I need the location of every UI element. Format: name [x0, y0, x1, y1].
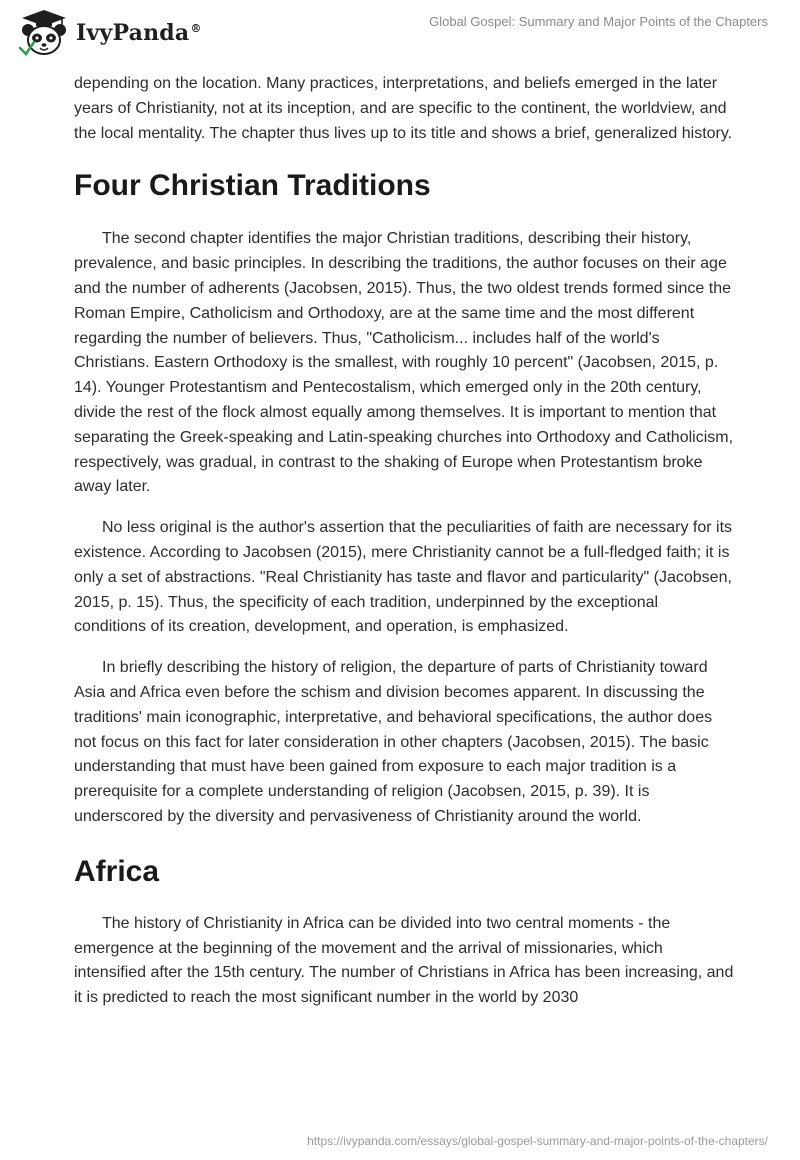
brand-name	[76, 20, 202, 46]
trademark-symbol: ®	[190, 21, 202, 35]
intro-paragraph: depending on the location. Many practices, interpretations, and beliefs emerged in the later years of Christianity, not at its inception, and are specific to the continent, the worldview, and the local mentality. The chapter thus lives up to its title and shows a brief, generalized history.	[74, 75, 733, 142]
document-title: Global Gospel: Summary and Major Points of the Chapters	[429, 14, 768, 29]
paragraph: In briefly describing the history of religion, the departure of parts of Christianity toward Asia and Africa even before the schism and division becomes apparent. In discussing the traditions' main iconographic, interpretative, and behavioral specifications, the author does not focus on this fact for later consideration in other chapters (Jacobsen, 2015). The basic understanding that must have been gained from exposure to each major tradition is a prerequisite for a complete understanding of religion (Jacobsen, 2015, p. 39). It is underscored by the diversity and pervasiveness of Christianity around the world.	[74, 659, 713, 825]
paragraph: The second chapter identifies the major Christian traditions, describing their history, prevalence, and basic principles. In describing the traditions, the author focuses on their age and the number of adherents (Jacobsen, 2015). Thus, the two oldest trends formed since the Roman Empire, Catholicism and Orthodoxy, are at the same time and the most different regarding the number of believers. Thus, "Catholicism... includes half of the world's Christians. Eastern Orthodoxy is the smallest, with roughly 10 percent" (Jacobsen, 2015, p. 14). Younger Protestantism and Pentecostalism, which emerged only in the 20th century, divide the rest of the flock almost equally among themselves. It is important to mention that separating the Greek-speaking and Latin-speaking churches into Orthodoxy and Catholicism, respectively, was gradual, in contrast to the shaking of Europe when Protestantism broke away later.	[74, 230, 734, 496]
section-heading-four-traditions: Four Christian Traditions	[74, 169, 431, 203]
source-url[interactable]: https://ivypanda.com/essays/global-gospel-summary-and-major-points-of-the-chapters/	[307, 1134, 768, 1148]
section-heading-africa: Africa	[74, 854, 160, 888]
paragraph: The history of Christianity in Africa can be divided into two central moments - the emergence at the beginning of the movement and the arrival of missionaries, which intensified after the 15th century. The number of Christians in Africa has been increasing, and it is predicted to reach the most significant number in the world by 2030	[74, 914, 734, 1007]
panda-graduate-icon	[16, 8, 72, 58]
paragraph: No less original is the author's assertion that the peculiarities of faith are necessary for its existence. According to Jacobsen (2015), mere Christianity cannot be a full-fledged faith; it is only a set of abstractions. "Real Christianity has taste and flavor and particularity" (Jacobsen, 2015, p. 15). Thus, the specificity of each tradition, underpinned by the exceptional conditions of its creation, development, and operation, is emphasized.	[74, 519, 733, 636]
brand-logo[interactable]	[16, 8, 202, 58]
page-header	[0, 0, 800, 66]
article-body	[74, 72, 734, 1011]
brand-name-text: IvyPanda	[76, 20, 190, 46]
